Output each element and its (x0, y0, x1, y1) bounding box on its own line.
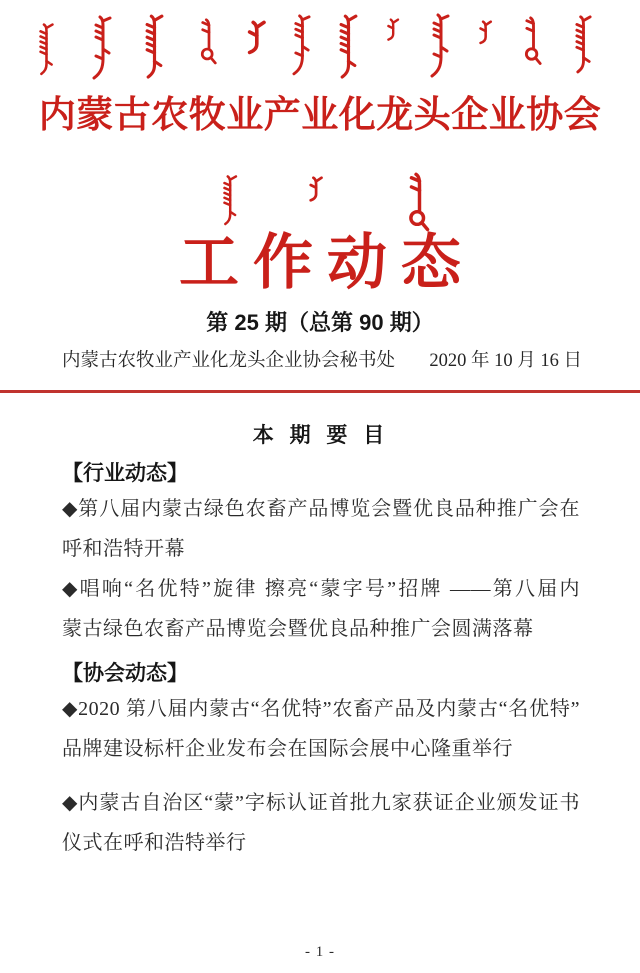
toc-item (62, 689, 580, 769)
bulletin-title: 工作动态 (179, 230, 475, 296)
table-of-contents (62, 423, 580, 863)
toc-item (62, 783, 580, 863)
toc-item-line: 蒙古绿色农畜产品博览会暨优良品种推广会圆满落幕 (62, 618, 534, 640)
page-number: - 1 - (305, 944, 335, 960)
toc-item-line: 品牌建设标杆企业发布会在国际会展中心隆重举行 (62, 738, 513, 760)
toc-heading: 本 期 要 目 (252, 424, 390, 447)
toc-item (62, 569, 580, 649)
issue-number: 第 25 期（总第 90 期） (206, 310, 434, 335)
red-divider (0, 390, 640, 393)
publisher-row (62, 349, 582, 373)
toc-item (62, 489, 580, 569)
publisher-name: 内蒙古农牧业产业化龙头企业协会秘书处 (62, 351, 396, 371)
section-heading-industry: 【行业动态】 (62, 462, 188, 485)
mongolian-script-subtitle (0, 170, 640, 232)
toc-item-line: ◆唱响“名优特”旋律 擦亮“蒙字号”招牌 ——第八届内 (62, 578, 580, 600)
toc-item-line: ◆内蒙古自治区“蒙”字标认证首批九家获证企业颁发证书 (62, 792, 580, 814)
toc-item-line: 呼和浩特开幕 (62, 538, 185, 560)
toc-item-line: ◆第八届内蒙古绿色农畜产品博览会暨优良品种推广会在 (62, 498, 580, 520)
mongolian-script-banner (0, 10, 640, 84)
toc-item-line: 仪式在呼和浩特举行 (62, 832, 247, 854)
association-name: 内蒙古农牧业产业化龙头企业协会 (38, 95, 602, 136)
section-heading-association: 【协会动态】 (62, 662, 188, 685)
toc-item-line: ◆2020 第八届内蒙古“名优特”农畜产品及内蒙古“名优特” (62, 698, 580, 720)
publish-date: 2020 年 10 月 16 日 (429, 351, 582, 371)
